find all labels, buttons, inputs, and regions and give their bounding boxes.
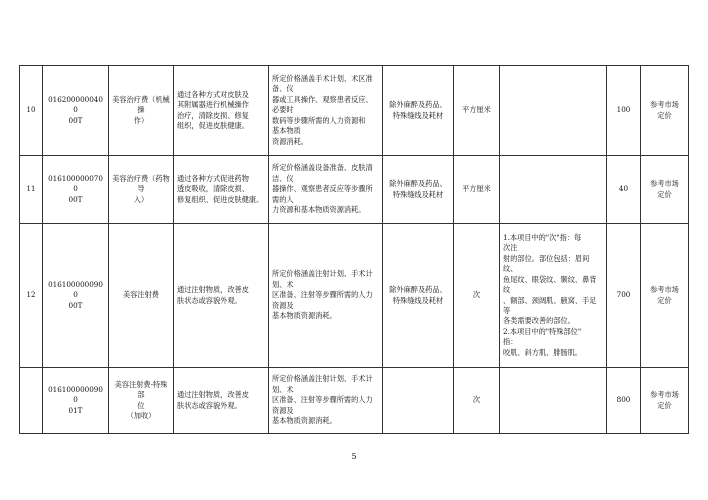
price-cell: 100 [607, 66, 641, 156]
item-description-cell: 通过各种方式对皮肤及 其附属器进行机械操作 治疗，清除皮损、修复 组织，促进皮肤健康。 [174, 66, 269, 156]
price-cell: 700 [607, 224, 641, 368]
notes-cell [500, 368, 607, 434]
item-name-cell: 美容治疗费（机械操 作） [109, 66, 174, 156]
exclusions-cell [383, 368, 454, 434]
row-index-cell: 10 [20, 66, 43, 156]
exclusions-cell: 除外麻醉及药品、 特殊缝线及耗材 [383, 66, 454, 156]
exclusions-cell: 除外麻醉及药品、 特殊缝线及耗材 [383, 156, 454, 224]
table-row [20, 368, 689, 434]
row-index-cell: 12 [20, 224, 43, 368]
row-index-cell: 11 [20, 156, 43, 224]
notes-cell [500, 66, 607, 156]
item-code-cell: 0161000000900 01T [43, 368, 109, 434]
price-cell: 800 [607, 368, 641, 434]
price-content-cell: 所定价格涵盖手术计划、术区准 备、仪 器或工具操作、观察患者反应、 必要时 数码等步骤所需的人力资源和 基本物质 资源消耗。 [269, 66, 383, 156]
pricing-table [19, 65, 689, 434]
billing-unit-cell: 次 [454, 368, 500, 434]
pricing-method-cell: 参考市场 定价 [641, 224, 689, 368]
pricing-method-cell: 参考市场 定价 [641, 368, 689, 434]
exclusions-cell: 除外麻醉及药品、 特殊缝线及耗材 [383, 224, 454, 368]
notes-cell [500, 156, 607, 224]
item-code-cell: 0161000000900 00T [43, 224, 109, 368]
item-description-cell: 通过注射物质，改善皮 肤状态或容貌外观。 [174, 224, 269, 368]
price-content-cell: 所定价格涵盖设备准备、皮肤清 洁、仪 器操作、观察患者反应等步骤所 需的人 力资源和基本物质资源消耗。 [269, 156, 383, 224]
price-cell: 40 [607, 156, 641, 224]
item-code-cell: 0162000000400 00T [43, 66, 109, 156]
item-description-cell: 通过各种方式促进药物 透皮吸收，清除皮损、 修复组织、促进皮肤健康。 [174, 156, 269, 224]
billing-unit-cell: 次 [454, 224, 500, 368]
notes-cell: 1.本项目中的"次"指：每 次注 射的部位。部位包括：眉间纹、 鱼尾纹、眼袋纹、颞纹、鼻背 纹 、额部、颈阔肌、腋窝、手足 等 各类需要改善的部位。 2.本项目中的"特殊部位" 指： 咬肌、斜方肌、腓肠肌。 [500, 224, 607, 368]
item-description-cell: 通过注射物质，改善皮 肤状态或容貌外观。 [174, 368, 269, 434]
table-row [20, 66, 689, 156]
item-name-cell: 美容治疗费（药物导 入） [109, 156, 174, 224]
row-index-cell [20, 368, 43, 434]
table-row [20, 224, 689, 368]
price-content-cell: 所定价格涵盖注射计划、手术计 划、术 区准备、注射等步骤所需的人力 资源及 基本物质资源消耗。 [269, 368, 383, 434]
page-number: 5 [351, 452, 357, 461]
billing-unit-cell: 平方厘米 [454, 156, 500, 224]
billing-unit-cell: 平方厘米 [454, 66, 500, 156]
item-name-cell: 美容注射费 [109, 224, 174, 368]
price-content-cell: 所定价格涵盖注射计划、手术计 划、术 区准备、注射等步骤所需的人力 资源及 基本物质资源消耗。 [269, 224, 383, 368]
item-name-cell: 美容注射费-特殊部 位 （加收） [109, 368, 174, 434]
item-code-cell: 0161000000700 00T [43, 156, 109, 224]
table-row [20, 156, 689, 224]
pricing-method-cell: 参考市场 定价 [641, 66, 689, 156]
pricing-method-cell: 参考市场 定价 [641, 156, 689, 224]
